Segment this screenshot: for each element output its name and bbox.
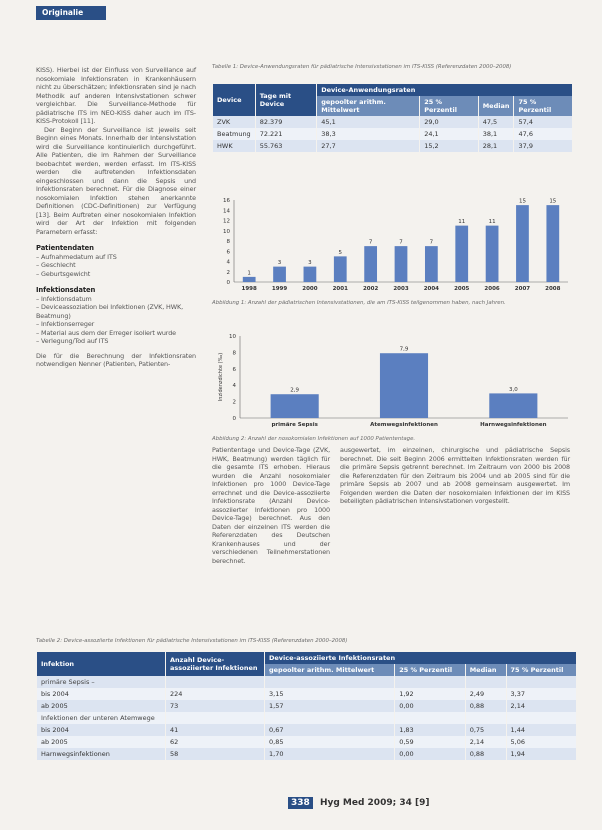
bar xyxy=(273,267,286,282)
bar xyxy=(380,353,428,418)
table-cell: 1,92 xyxy=(395,688,466,700)
y-tick-label: 4 xyxy=(232,383,236,390)
y-tick-label: 2 xyxy=(232,399,236,406)
data-label: 7 xyxy=(429,239,434,246)
page-footer xyxy=(288,798,429,808)
table-cell xyxy=(465,712,506,724)
x-tick-label: 2000 xyxy=(302,286,318,292)
y-tick-label: 6 xyxy=(226,249,230,256)
table-cell: 5,06 xyxy=(506,736,576,748)
x-tick-label: Harnwegsinfektionen xyxy=(480,422,547,428)
x-tick-label: 2007 xyxy=(514,286,531,292)
data-label: 7,9 xyxy=(399,346,409,353)
table-cell: 38,3 xyxy=(317,128,420,140)
table-cell: 41 xyxy=(166,724,265,736)
table-row xyxy=(37,688,577,700)
paragraph: Patiententage und Device-Tage (ZVK, HWK, Beatmung) werden täglich für die gesamte ITS erhoben. Hieraus wurden die Anzahl nosokomialer Infektionen pro 1000 Device-Tage errechnet und die Device-assoziierte Infektionsrate (Anzahl Device-assoziierter Infektionen pro 1000 Device-Tage) berechnet. Aus den Daten der einzelnen ITS werden die Referenzdaten des Deutschen Krankenhauses und der verschiedenen Teilnehmerstationen berechnet. xyxy=(212,446,330,565)
heading-patient-data: Patientendaten xyxy=(36,244,94,252)
table-header: Device-assoziierte Infektionsraten xyxy=(265,652,577,664)
table-row xyxy=(37,736,577,748)
y-tick-label: 16 xyxy=(223,198,230,204)
table-cell: 1,83 xyxy=(395,724,466,736)
data-label: 3 xyxy=(308,260,312,267)
table-cell: 38,1 xyxy=(478,128,514,140)
y-tick-label: 12 xyxy=(223,218,230,225)
y-tick-label: 0 xyxy=(232,416,236,422)
table-cell: 15,2 xyxy=(420,140,478,152)
data-label: 3 xyxy=(277,260,282,267)
table-cell: 37,9 xyxy=(514,140,572,152)
section-label: Originalie xyxy=(36,6,106,20)
y-tick-label: 8 xyxy=(226,239,230,245)
x-tick-label: primäre Sepsis xyxy=(271,422,318,428)
y-axis-label: Inzidenzdichte (‰) xyxy=(218,352,224,402)
table2-body xyxy=(37,676,577,760)
table-cell: ab 2005 xyxy=(37,736,166,748)
table-cell: 1,94 xyxy=(506,748,576,760)
table2-caption: Tabelle 2: Device-assoziierte Infektionen für pädiatrische Intensivstationen im ITS-KISS (Referenzdaten 2000–2008) xyxy=(36,638,348,644)
table-subheader: gepoolter arithm. Mittelwert xyxy=(265,664,395,676)
table-cell: Beatmung xyxy=(213,128,256,140)
list-item: – Geschlecht xyxy=(36,261,76,269)
x-tick-label: 1998 xyxy=(241,286,257,292)
table-cell: Infektionen der unteren Atemwege xyxy=(37,712,166,724)
journal-reference: Hyg Med 2009; 34 [9] xyxy=(319,798,430,808)
x-tick-label: 2008 xyxy=(545,286,561,292)
table-row xyxy=(37,724,577,736)
table-cell: primäre Sepsis – xyxy=(37,676,166,688)
left-column xyxy=(36,66,196,369)
table-cell: 82.379 xyxy=(255,116,317,128)
table-cell xyxy=(395,712,466,724)
table-header: Anzahl Device-assoziierter Infektionen xyxy=(166,652,265,676)
table-cell: 3,15 xyxy=(265,688,395,700)
x-tick-label: 2005 xyxy=(454,286,470,292)
table-header: Device-Anwendungsraten xyxy=(317,84,572,96)
table-subheader: 25 % Perzentil xyxy=(395,664,466,676)
data-label: 11 xyxy=(458,219,466,226)
table-row xyxy=(213,128,573,140)
table-row xyxy=(213,140,573,152)
data-label: 3,0 xyxy=(508,386,518,393)
figure1-caption: Abbildung 1: Anzahl der pädiatrischen Intensivstationen, die am ITS-KISS teilgenommen haben, nach Jahren. xyxy=(212,300,506,306)
table-cell xyxy=(265,676,395,688)
data-label: 2,9 xyxy=(290,387,300,394)
table-cell: 0,00 xyxy=(395,748,466,760)
x-tick-label: 2003 xyxy=(393,286,409,292)
bar xyxy=(304,267,317,282)
table-cell: 2,49 xyxy=(465,688,506,700)
table-cell: Harnwegsinfektionen xyxy=(37,748,166,760)
y-tick-label: 6 xyxy=(232,366,236,373)
bar xyxy=(516,205,529,282)
patient-data-list xyxy=(36,253,196,279)
table-cell: 0,75 xyxy=(465,724,506,736)
x-tick-label: Atemwegsinfektionen xyxy=(370,422,438,428)
table-row xyxy=(37,700,577,712)
y-tick-label: 14 xyxy=(223,208,230,215)
table-header: Tage mit Device xyxy=(255,84,317,116)
heading-infection-data: Infektionsdaten xyxy=(36,286,96,294)
table-cell: 45,1 xyxy=(317,116,420,128)
list-item: – Deviceassoziation bei Infektionen (ZVK, HWK, Beatmung) xyxy=(36,303,183,320)
table-cell: 2,14 xyxy=(506,700,576,712)
bar xyxy=(395,246,408,282)
table-cell: 28,1 xyxy=(478,140,514,152)
table-cell xyxy=(506,676,576,688)
table2 xyxy=(36,652,576,760)
paragraph: KISS). Hierbei ist der Einfluss von Surveillance auf nosokomiale Infektionsraten in Krankenhäusern nicht zu überschätzen; Infektionsraten sind je nach Methodik auf anderen Intensivstationen schwer vergleichbar. Die Surveillance-Methode für pädiatrische ITS im NEO-KISS daher auch im ITS-KISS-Protokoll [11]. xyxy=(36,66,196,125)
table-row xyxy=(37,712,577,724)
table-cell: 3,37 xyxy=(506,688,576,700)
paragraph: Die für die Berechnung der Infektionsraten notwendigen Nenner (Patienten, Patienten- xyxy=(36,351,196,368)
table-cell: ab 2005 xyxy=(37,700,166,712)
table-cell: 0,00 xyxy=(395,700,466,712)
table-row xyxy=(213,116,573,128)
table-cell: 47,5 xyxy=(478,116,514,128)
table-cell: bis 2004 xyxy=(37,688,166,700)
figure2-caption: Abbildung 2: Anzahl der nosokomialen Infektionen auf 1000 Patiententage. xyxy=(212,436,416,442)
table-cell: 1,57 xyxy=(265,700,395,712)
table-cell: bis 2004 xyxy=(37,724,166,736)
table-cell: 73 xyxy=(166,700,265,712)
table-row xyxy=(37,676,577,688)
table-cell xyxy=(506,712,576,724)
paragraph: ausgewertet, im einzelnen, chirurgische und pädiatrische Sepsis berechnet. Die seit Beginn 2006 ermittelten Infektionsraten werden für die primäre Sepsis getrennt berechnet. Im Zeitraum von 2000 bis 2008 die Referenzdaten für den Zeitraum bis 2004 und ab 2005 sind für die primäre Sepsis ab 2007 und ab 2008 gemeinsam ausgewertet. Im Folgenden werden die Daten der nosokomialen Infektionen der im KISS beteiligten pädiatrischen Intensivstationen vorgestellt. xyxy=(340,446,570,505)
bar xyxy=(271,394,319,418)
list-item: – Verlegung/Tod auf ITS xyxy=(36,337,109,345)
figure1-bar-chart xyxy=(212,192,572,298)
table-cell: 0,88 xyxy=(465,748,506,760)
page-number: 338 xyxy=(288,797,313,809)
data-label: 11 xyxy=(488,219,496,226)
table-cell xyxy=(166,676,265,688)
table-cell: 1,44 xyxy=(506,724,576,736)
table-cell: 24,1 xyxy=(420,128,478,140)
table-cell: 27,7 xyxy=(317,140,420,152)
table1-caption: Tabelle 1: Device-Anwendungsraten für pädiatrische Intensivstationen im ITS-KISS (Referenzdaten 2000–2008) xyxy=(212,64,512,70)
table-header: Infektion xyxy=(37,652,166,676)
y-tick-label: 4 xyxy=(226,259,230,266)
table-cell: 72.221 xyxy=(255,128,317,140)
table-cell: 62 xyxy=(166,736,265,748)
table-subheader: 75 % Perzentil xyxy=(514,96,572,116)
infection-data-list xyxy=(36,295,196,346)
table-cell: 47,6 xyxy=(514,128,572,140)
bar xyxy=(489,393,537,418)
y-tick-label: 10 xyxy=(229,334,236,340)
table-subheader: Median xyxy=(478,96,514,116)
x-tick-label: 2006 xyxy=(484,286,500,292)
bar xyxy=(455,226,468,282)
table-cell: 0,59 xyxy=(395,736,466,748)
table-cell: 55.763 xyxy=(255,140,317,152)
table-header: Device xyxy=(213,84,256,116)
list-item: – Infektionsdatum xyxy=(36,294,92,303)
text-column xyxy=(212,446,330,565)
x-tick-label: 1999 xyxy=(271,286,288,292)
table1 xyxy=(212,84,572,152)
y-tick-label: 10 xyxy=(223,228,230,235)
list-item: – Geburtsgewicht xyxy=(36,269,91,278)
table-cell: 57,4 xyxy=(514,116,572,128)
table-cell: 58 xyxy=(166,748,265,760)
list-item: – Infektionserreger xyxy=(36,320,95,328)
table-cell xyxy=(465,676,506,688)
bar xyxy=(486,226,499,282)
list-item: – Aufnahmedatum auf ITS xyxy=(36,252,117,261)
data-label: 5 xyxy=(338,249,343,256)
bar xyxy=(364,246,377,282)
table-cell: 2,14 xyxy=(465,736,506,748)
bar xyxy=(546,205,559,282)
table-cell xyxy=(166,712,265,724)
table-subheader: Median xyxy=(465,664,506,676)
y-tick-label: 8 xyxy=(232,350,236,357)
x-tick-label: 2002 xyxy=(362,286,379,292)
table-cell: HWK xyxy=(213,140,256,152)
table-cell: 0,88 xyxy=(465,700,506,712)
y-tick-label: 2 xyxy=(226,269,230,276)
data-label: 7 xyxy=(399,239,403,246)
table-cell: ZVK xyxy=(213,116,256,128)
table-subheader: gepoolter arithm. Mittelwert xyxy=(317,96,420,116)
table-cell: 1,70 xyxy=(265,748,395,760)
x-tick-label: 2004 xyxy=(423,286,440,292)
x-tick-label: 2001 xyxy=(332,286,348,292)
table-row xyxy=(37,748,577,760)
table-subheader: 75 % Perzentil xyxy=(506,664,576,676)
table-cell: 0,85 xyxy=(265,736,395,748)
table-cell: 0,67 xyxy=(265,724,395,736)
text-column xyxy=(340,446,570,506)
data-label: 15 xyxy=(518,198,526,205)
bar xyxy=(425,246,438,282)
table-cell: 224 xyxy=(166,688,265,700)
data-label: 1 xyxy=(247,270,251,277)
list-item: – Material aus dem der Erreger isoliert wurde xyxy=(36,328,177,337)
paragraph: Der Beginn der Surveillance ist jeweils seit Beginn eines Monats. Innerhalb der Intensivstation wird die Surveillance kontinuierlich durchgeführt. Alle Patienten, die im Rahmen der Surveillance beobachtet werden, werden erfasst. Im ITS-KISS werden die auftretenden Infektionsdaten eingeschlossen und dann die Sepsis und Infektionsraten berechnet. Für die Diagnose einer nosokomialen Infektion stehen anerkannte Definitionen (CDC-Definitionen) zur Verfügung [13]. Beim Auftreten einer nosokomialen Infektion wird der Art der Infektion mit folgenden Parametern erfasst: xyxy=(36,125,196,236)
table-cell xyxy=(395,676,466,688)
bar xyxy=(243,277,256,282)
y-tick-label: 0 xyxy=(226,280,230,286)
table-cell xyxy=(265,712,395,724)
data-label: 15 xyxy=(549,198,557,205)
table-subheader: 25 % Perzentil xyxy=(420,96,478,116)
data-label: 7 xyxy=(368,239,373,246)
table-cell: 29,0 xyxy=(420,116,478,128)
bar xyxy=(334,256,347,282)
figure2-bar-chart xyxy=(212,328,572,434)
